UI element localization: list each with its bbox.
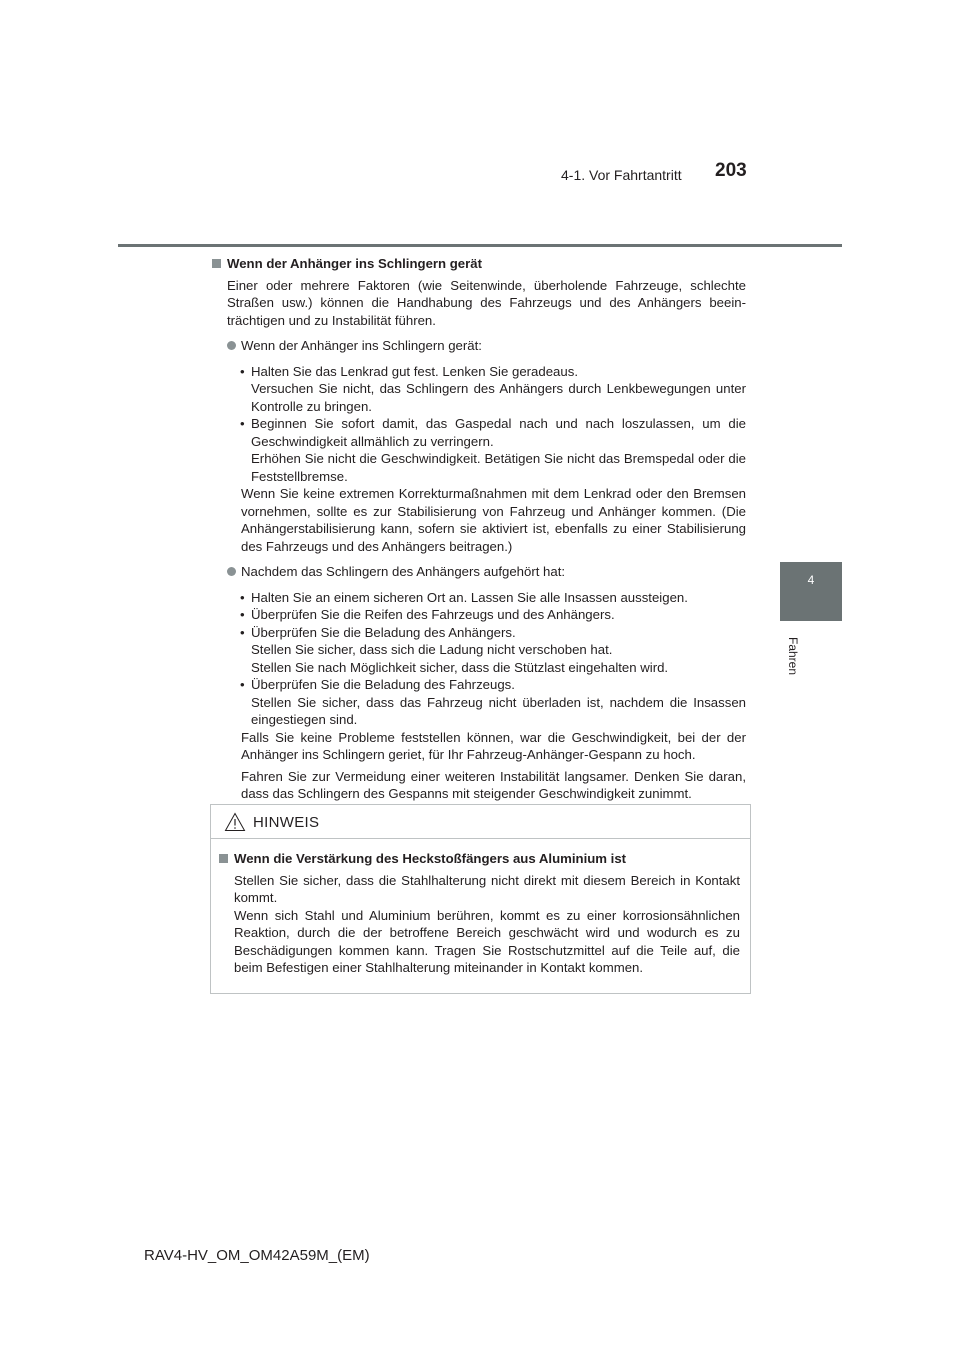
list-item-detail: Versuchen Sie nicht, das Schlingern des Anhängers durch Lenkbewegungen unter Kontrolle zu bringen. [251,381,746,414]
notice-paragraph: Stellen Sie sicher, dass die Stahlhalterung nicht direkt mit diesem Bereich in Kontakt kommt. [234,872,740,905]
chapter-tab [780,562,842,621]
circle-bullet-icon [227,567,236,576]
section-heading-text: Wenn der Anhänger ins Schlingern gerät [227,256,482,271]
warning-triangle-icon [224,812,246,832]
notice-heading [217,850,740,868]
list-item-text: Beginnen Sie sofort damit, das Gaspedal nach und nach loszulassen, um die Geschwindigkeit allmählich zu verringern. [251,416,746,449]
case2-note: Falls Sie keine Probleme feststellen können, war die Geschwindigkeit, bei der der Anhänger ins Schlingern geriet, für Ihr Fahrzeug-Anhänger-Gespann zu hoch. [241,729,746,762]
closing-paragraph: Fahren Sie zur Vermeidung einer weiteren Instabilität langsamer. Denken Sie daran, dass das Schlingern des Gespanns mit steigender Geschwindigkeit zunimmt. [241,768,746,801]
notice-box [210,804,751,994]
list-item [210,589,746,607]
list-item-text: Halten Sie das Lenkrad gut fest. Lenken Sie geradeaus. [251,363,578,379]
bullet-dot-icon: • [240,363,245,379]
section-title: 4-1. Vor Fahrtantritt [561,167,682,183]
section-heading [210,255,746,273]
list-item-text: Überprüfen Sie die Beladung des Fahrzeugs. [251,677,515,692]
document-code: RAV4-HV_OM_OM42A59M_(EM) [144,1247,370,1264]
page-number: 203 [715,160,747,181]
case1-title-text: Wenn der Anhänger ins Schlingern gerät: [241,338,482,353]
list-item [210,415,746,450]
bullet-dot-icon: • [240,607,245,622]
notice-title: HINWEIS [253,814,320,831]
square-bullet-icon [212,259,221,268]
list-item [210,676,746,694]
case2-title [210,563,746,581]
list-item-text: Überprüfen Sie die Reifen des Fahrzeugs und des Anhängers. [251,607,615,622]
circle-bullet-icon [227,341,236,350]
list-item [210,363,746,381]
list-item-detail: Erhöhen Sie nicht die Geschwindigkeit. Betätigen Sie nicht das Bremspedal oder die Feststellbremse. [251,451,746,484]
list-item-text: Überprüfen Sie die Beladung des Anhängers. [251,624,516,640]
list-item [210,606,746,624]
square-bullet-icon [219,854,228,863]
header-divider [118,244,842,247]
list-item-detail: Stellen Sie sicher, dass sich die Ladung nicht verschoben hat. [251,642,613,657]
notice-body [217,850,740,977]
bullet-dot-icon: • [240,624,245,640]
bullet-dot-icon: • [240,589,245,605]
list-item-text: Halten Sie an einem sicheren Ort an. Lassen Sie alle Insassen aussteigen. [251,589,688,605]
chapter-number: 4 [807,573,815,587]
case1-note: Wenn Sie keine extremen Korrekturmaßnahmen mit dem Lenkrad oder den Bremsen vornehmen, sollte es zur Stabilisierung von Fahrzeug und Anhänger kommen. (Die Anhängerstabilisierung kann, sofern sie aktiviert ist, ebenfalls zu einer Stabilisierung des Fahrzeugs und des Anhängers beitragen.) [241,486,746,554]
bullet-dot-icon: • [240,416,245,431]
notice-heading-text: Wenn die Verstärkung des Heckstoßfängers aus Aluminium ist [234,851,627,866]
intro-paragraph: Einer oder mehrere Faktoren (wie Seitenwinde, überholende Fahrzeuge, schlechte Straßen usw.) können die Handhabung des Fahrzeugs und des Anhängers beeinträchtigen und zu Instabilität führen. [227,277,746,328]
chapter-label-text: Fahren [786,637,800,676]
list-item [210,624,746,642]
list-item-detail: Stellen Sie nach Möglichkeit sicher, dass die Stützlast eingehalten wird. [251,659,669,675]
chapter-label [786,637,818,676]
case2-title-text: Nachdem das Schlingern des Anhängers aufgehört hat: [241,564,566,579]
notice-header [211,805,750,839]
main-content [210,255,746,803]
bullet-dot-icon: • [240,677,245,692]
list-item-detail: Stellen Sie sicher, dass das Fahrzeug nicht überladen ist, nachdem die Insassen eingestiegen sind. [251,694,746,727]
case1-title [210,337,746,355]
notice-paragraph: Wenn sich Stahl und Aluminium berühren, kommt es zu einer korrosionsähnlichen Reaktion, durch die der betroffene Bereich geschwächt wird und wodurch es zu Beschädigungen kommen kann. Tragen Sie Rostschutzmittel auf die Teile auf, die beim Befestigen einer Stahlhalterung miteinander in Kontakt kommen. [234,907,740,975]
